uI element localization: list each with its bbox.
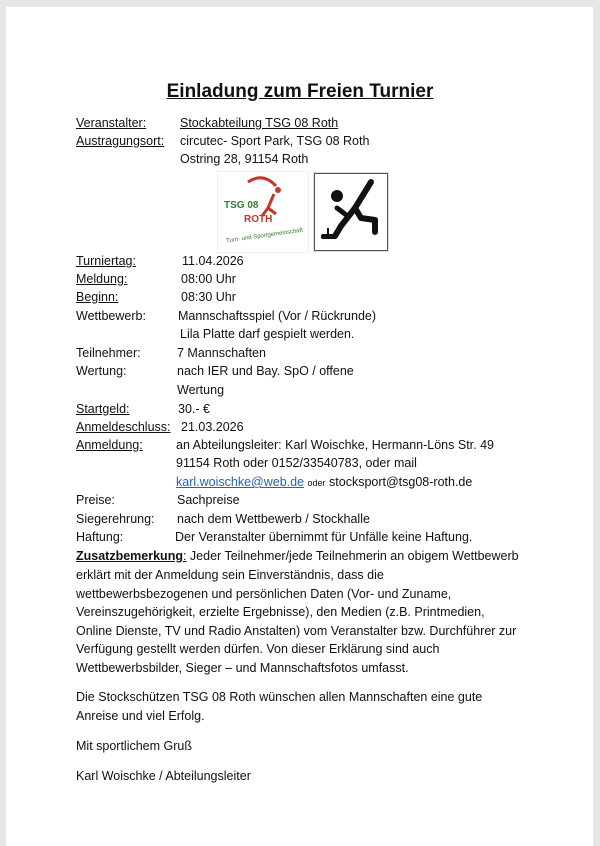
- zusatz-line-1: [76, 549, 519, 564]
- beginn-value: 08:30 Uhr: [181, 290, 236, 304]
- zusatz-label: Zusatzbemerkung: [76, 549, 183, 563]
- wertung-line1: nach IER und Bay. SpO / offene: [177, 364, 354, 378]
- greeting: Mit sportlichem Gruß: [76, 739, 192, 753]
- zusatz-line-5: Online Dienste, TV und Radio Anstalten) vom Veranstalter bzw. Durchführer zur: [76, 624, 517, 638]
- anmeldung-label: Anmeldung:: [76, 438, 143, 452]
- zusatz-line-2: erklärt mit der Anmeldung sein Einverständnis, dass die: [76, 568, 384, 582]
- wertung-label: Wertung:: [76, 364, 127, 378]
- anmeldeschluss-label: Anmeldeschluss:: [76, 420, 171, 434]
- austragungsort-line2: Ostring 28, 91154 Roth: [180, 152, 309, 166]
- austragungsort-line1: circutec- Sport Park, TSG 08 Roth: [180, 134, 370, 148]
- wish-line-2: Anreise und viel Erfolg.: [76, 709, 205, 723]
- zusatz-text-0: Jeder Teilnehmer/jede Teilnehmerin an obigem Wettbewerb: [186, 549, 519, 563]
- signature: Karl Woischke / Abteilungsleiter: [76, 769, 251, 783]
- startgeld-value: 30.- €: [178, 402, 210, 416]
- wertung-line2: Wertung: [177, 383, 225, 397]
- page-title: Einladung zum Freien Turnier: [166, 81, 434, 102]
- oder-text: oder: [307, 478, 326, 488]
- wish-line-1: Die Stockschützen TSG 08 Roth wünschen allen Mannschaften eine gute: [76, 690, 483, 704]
- austragungsort-label: Austragungsort:: [76, 134, 165, 148]
- logo-text-1: TSG 08: [224, 200, 259, 211]
- startgeld-label: Startgeld:: [76, 402, 130, 416]
- zusatz-line-4: Vereinszugehörigkeit, erzielte Ergebnisse), den Medien (z.B. Printmedien,: [76, 605, 485, 619]
- email-stocksport: stocksport@tsg08-roth.de: [329, 475, 473, 489]
- stocksport-pictogram: [314, 173, 388, 251]
- preise-label: Preise:: [76, 493, 115, 507]
- turniertag-value: 11.04.2026: [182, 254, 244, 268]
- veranstalter-value: Stockabteilung TSG 08 Roth: [180, 116, 339, 130]
- wettbewerb-label: Wettbewerb:: [76, 309, 146, 323]
- meldung-label: Meldung:: [76, 272, 128, 286]
- anmeldung-line2: 91154 Roth oder 0152/33540783, oder mail: [176, 456, 417, 470]
- logo-text-2: ROTH: [244, 214, 273, 225]
- teilnehmer-value: 7 Mannschaften: [177, 346, 266, 360]
- zusatz-colon: :: [182, 549, 187, 563]
- anmeldung-contact-line: [176, 475, 472, 491]
- anmeldeschluss-value: 21.03.2026: [181, 420, 244, 434]
- email-link-woischke[interactable]: karl.woischke@web.de: [176, 475, 305, 489]
- teilnehmer-label: Teilnehmer:: [76, 346, 141, 360]
- haftung-label: Haftung:: [76, 530, 124, 544]
- siegerehrung-label: Siegerehrung:: [76, 512, 155, 526]
- tsg-logo: [217, 171, 309, 253]
- wettbewerb-line2: Lila Platte darf gespielt werden.: [180, 327, 355, 341]
- tsg-logo-graphic: [218, 172, 308, 252]
- beginn-label: Beginn:: [76, 290, 119, 304]
- zusatz-line-3: wettbewerbsbezogenen und persönlichen Daten (Vor- und Zuname,: [76, 587, 452, 601]
- veranstalter-label: Veranstalter:: [76, 116, 147, 130]
- stockschuetze-icon: [315, 174, 387, 250]
- turniertag-label: Turniertag:: [76, 254, 136, 268]
- zusatz-line-7: Wettbewerbsbilder, Sieger – und Mannschaftsfotos umfasst.: [76, 661, 409, 675]
- preise-value: Sachpreise: [177, 493, 240, 507]
- wettbewerb-line1: Mannschaftsspiel (Vor / Rückrunde): [178, 309, 377, 323]
- meldung-value: 08:00 Uhr: [181, 272, 236, 286]
- zusatz-line-6: Verfügung gestellt werden dürfen. Von dieser Erklärung sind auch: [76, 642, 440, 656]
- siegerehrung-value: nach dem Wettbewerb / Stockhalle: [177, 512, 370, 526]
- haftung-value: Der Veranstalter übernimmt für Unfälle keine Haftung.: [175, 530, 473, 544]
- anmeldung-line1: an Abteilungsleiter: Karl Woischke, Hermann-Löns Str. 49: [176, 438, 494, 452]
- logo-arc-text: Turn- und Sportgemeinschaft: [225, 227, 304, 245]
